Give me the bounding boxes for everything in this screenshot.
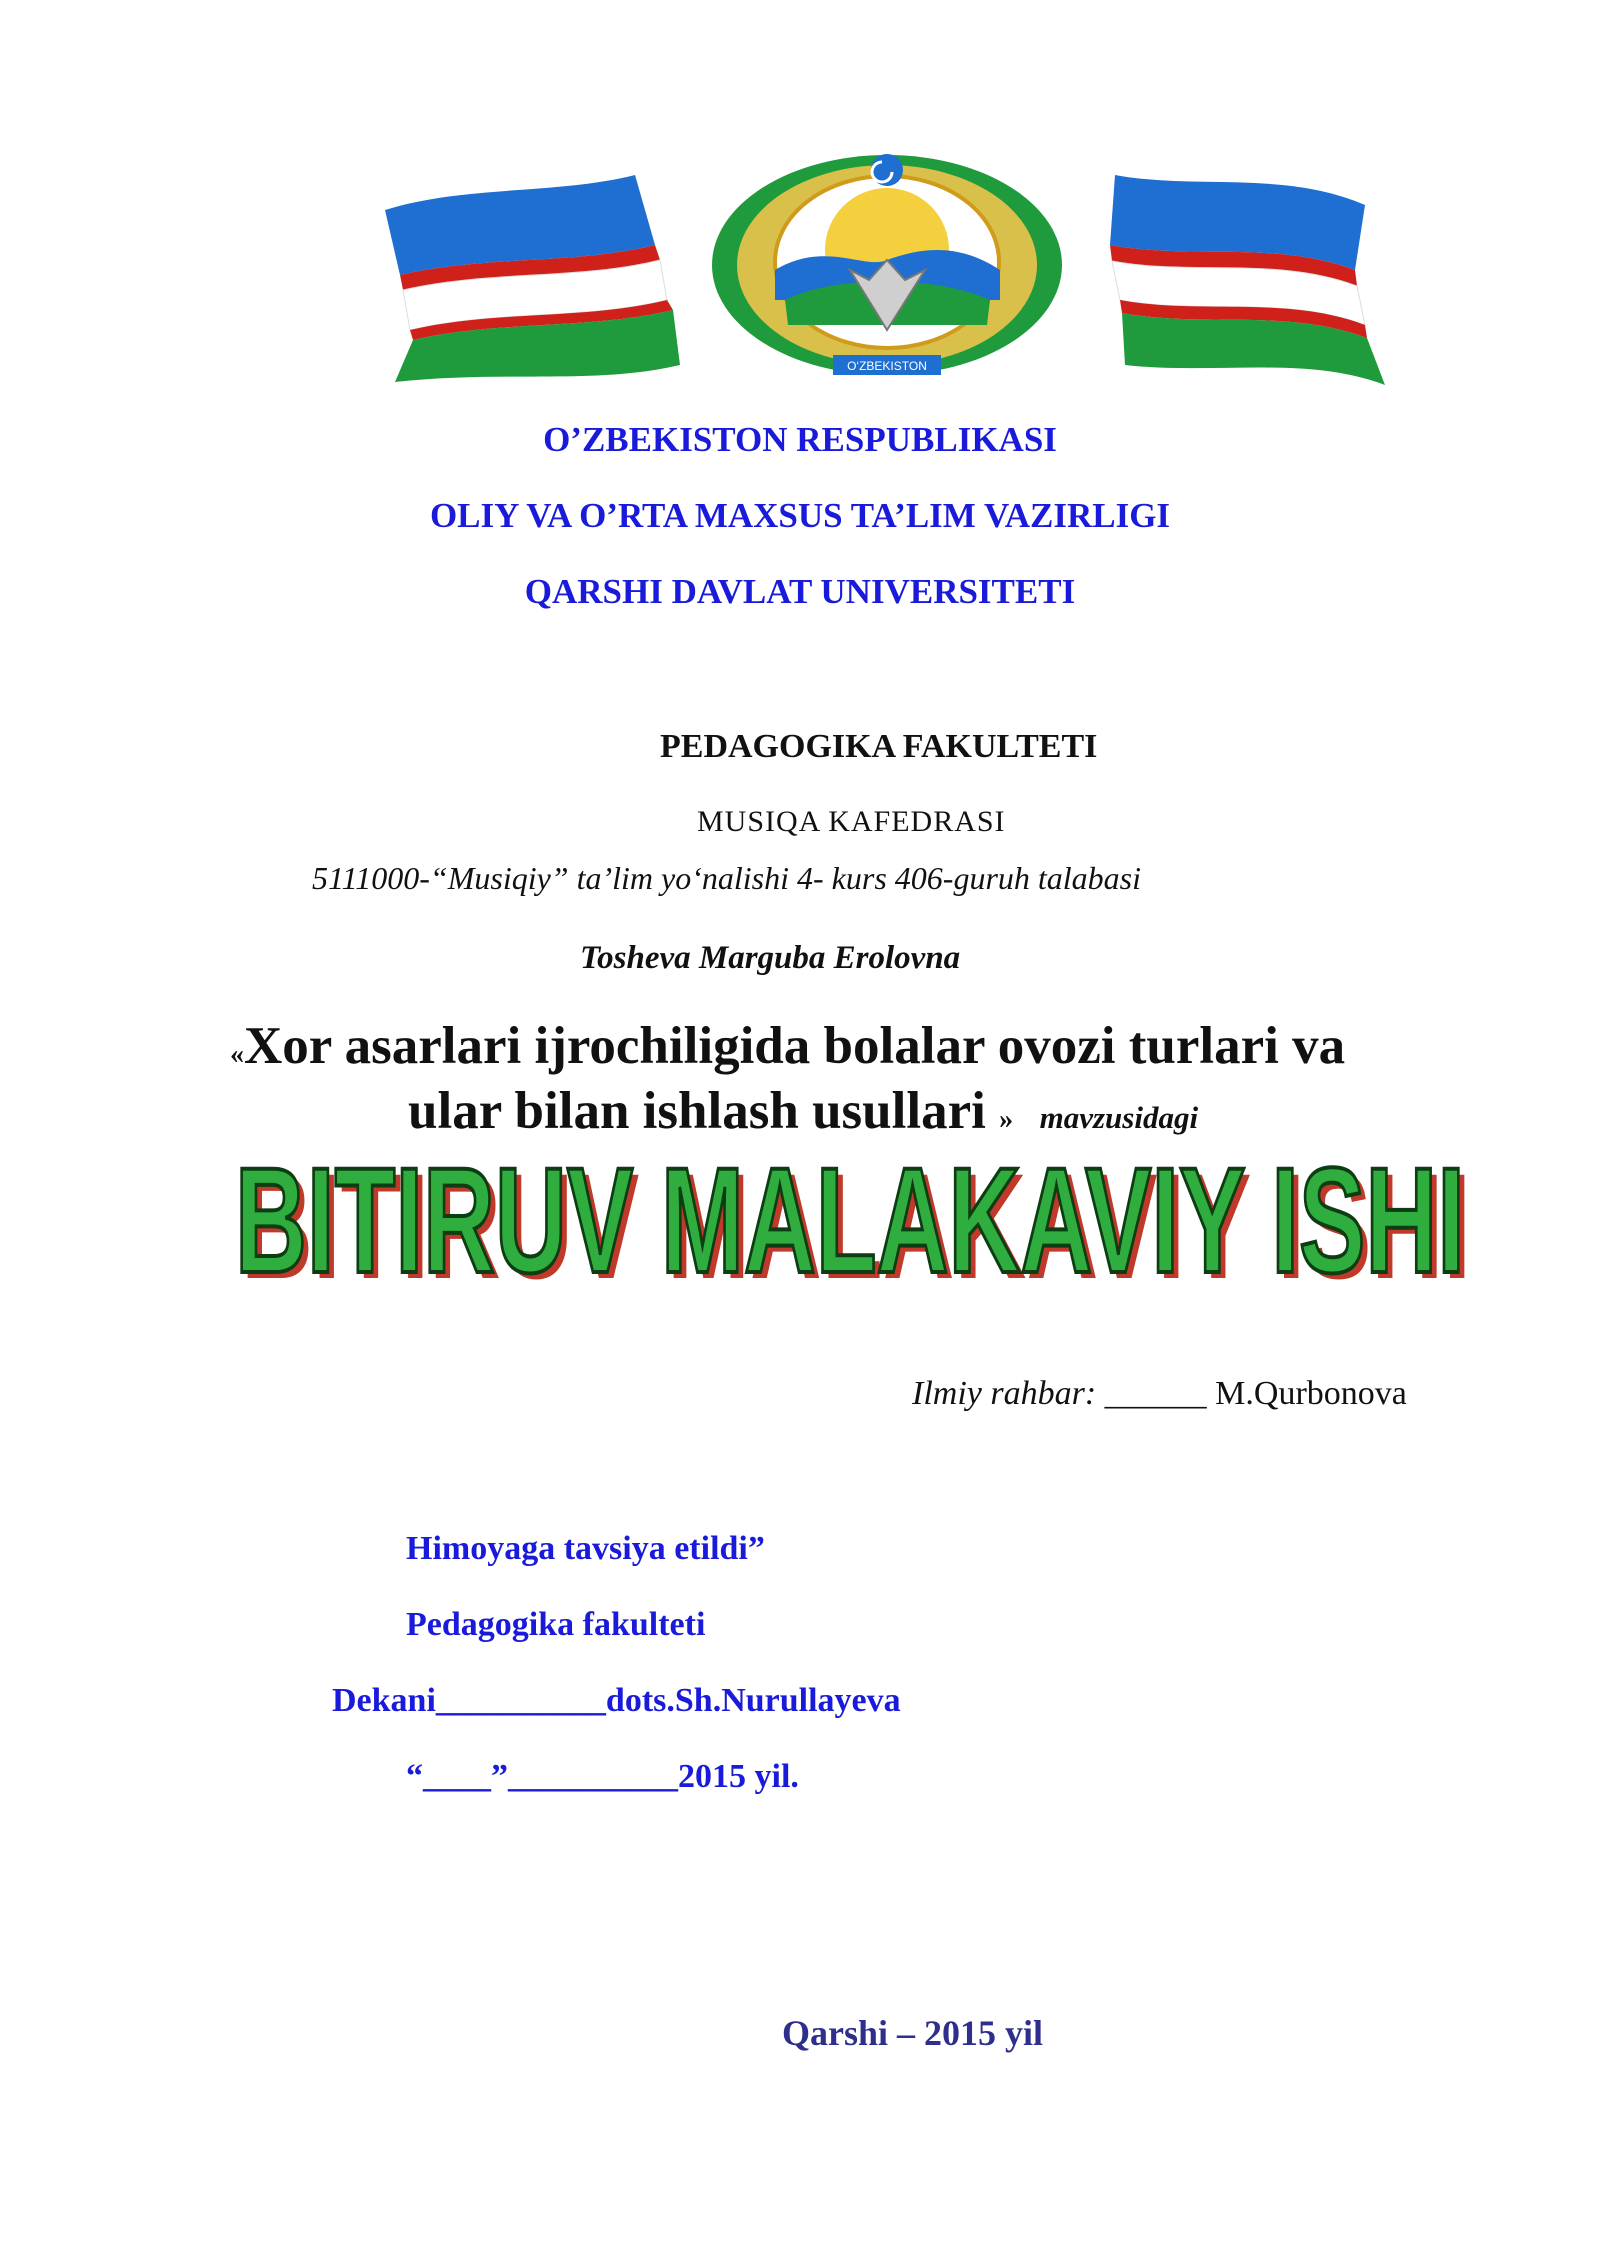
document-type-title [220,1160,1480,1310]
topic-line-1: Xor asarlari ijrochiligida bolalar ovozi turlari va [244,1017,1346,1075]
document-type-text: BITIRUV MALAKAVIY ISHI [235,1160,1465,1304]
ministry-title: OLIY VA O’RTA MAXSUS TA’LIM VAZIRLIGI [429,496,1171,535]
topic-line-2: ular bilan ishlash usullari [408,1082,986,1140]
defense-date: “____”__________2015 yil. [406,1758,799,1795]
faculty-title: PEDAGOGIKA FAKULTETI [660,728,1098,765]
student-name: Tosheva Marguba Erolovna [580,940,961,976]
footer-city-year: Qarshi – 2015 yil [782,2013,1044,2053]
topic-close-quote: » [999,1104,1014,1135]
supervisor-line [912,1375,1407,1413]
university-title: QARSHI DAVLAT UNIVERSITETI [524,572,1076,611]
left-flag-icon [385,175,680,382]
defense-dean: Dekani__________dots.Sh.Nurullayeva [332,1682,901,1719]
supervisor-label: Ilmiy rahbar: [912,1375,1097,1412]
department-title: MUSIQA KAFEDRASI [697,805,1006,838]
supervisor-signature-blank: ______ [1104,1375,1207,1412]
document-type-shadow: BITIRUV MALAKAVIY ISHI [241,1160,1471,1310]
topic-open-quote: « [230,1039,244,1070]
student-info-line: 5111000-“Musiqiy” ta’lim yo‘nalishi 4- kurs 406-guruh talabasi [312,860,1142,896]
emblem-ribbon-text: O‘ZBEKISTON [847,359,927,373]
thesis-topic [230,1015,1530,1086]
right-flag-icon [1110,175,1385,385]
thesis-topic-line-2 [408,1080,1508,1151]
uzbekistan-emblem-icon [355,150,1420,385]
topic-suffix: mavzusidagi [1039,1100,1199,1135]
supervisor-name: M.Qurbonova [1215,1375,1407,1412]
defense-recommended: Himoyaga tavsiya etildi” [406,1530,765,1567]
defense-faculty: Pedagogika fakulteti [406,1606,706,1643]
republic-title: O’ZBEKISTON RESPUBLIKASI [543,420,1057,459]
state-emblem-icon [712,154,1062,375]
